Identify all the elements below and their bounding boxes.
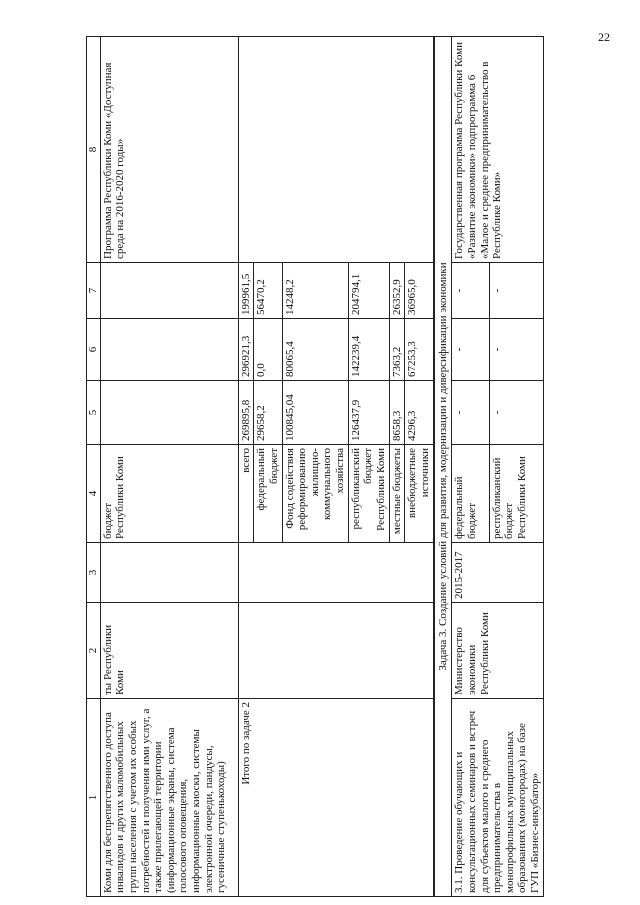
header-col-2: 2 — [87, 603, 101, 699]
value-cell: - — [452, 263, 489, 319]
total-value: 204794,1 — [348, 263, 389, 319]
total-source: всего — [238, 445, 254, 543]
rotated-table-sheet — [86, 37, 542, 897]
total-value: 0,0 — [254, 319, 282, 381]
total-value: 7363,2 — [389, 319, 405, 381]
total-source: республиканский бюджет Республики Коми — [348, 445, 389, 543]
funding-source: республиканский бюджет Республики Коми — [489, 445, 543, 543]
total-source: внебюджетные источники — [405, 445, 434, 543]
empty-cell — [238, 603, 433, 699]
header-col-7: 7 — [87, 263, 101, 319]
program-table — [86, 36, 544, 897]
total-value: 4296,3 — [405, 381, 434, 445]
header-col-1: 1 — [87, 699, 101, 897]
funding-source: федеральный бюджет — [452, 445, 489, 543]
total-value: 26352,9 — [389, 263, 405, 319]
total-value: 29658,2 — [254, 381, 282, 445]
total-source: Фонд содействия реформированию жилищно-коммунального хозяйства — [282, 445, 348, 543]
task-3-title: Задача 3. Создание условий для развития, модернизации и диверсификации экономики — [434, 37, 452, 897]
period-cell: 2015-2017 — [452, 543, 543, 603]
header-col-6: 6 — [87, 319, 101, 381]
header-col-3: 3 — [87, 543, 101, 603]
task-heading-row — [434, 37, 452, 897]
measure-description: 3.1. Проведение обучающих и консультационных семинаров и встреч для субъектов малого и среднего предпринимательства в монопрофильных муниципальных образованиях (моногородах) на базе ГУП «Бизнес-инкубатор» — [452, 699, 543, 897]
total-value: 142239,4 — [348, 319, 389, 381]
total-value: 14248,2 — [282, 263, 348, 319]
value-cell: - — [452, 381, 489, 445]
total-value: 36965,0 — [405, 263, 434, 319]
header-col-8: 8 — [87, 37, 101, 263]
total-value: 80065,4 — [282, 319, 348, 381]
total-label: Итого по задаче 2 — [238, 699, 433, 897]
value-cell: - — [489, 381, 543, 445]
value-cell: - — [452, 319, 489, 381]
responsible-executor: Министерство экономики Республики Коми — [452, 603, 543, 699]
total-source: федеральный бюджет — [254, 445, 282, 543]
measure-description: Коми для беспрепятственного доступа инвалидов и других маломобильных групп населения с учетом их особых потребностей и получения ими услуг, а также прилегающей территории (информационные экраны, система голосового оповещения, информационные киоски, системы электронной очереди, пандусы, гусеничные ступенькоходы) — [100, 699, 238, 897]
value-cell — [100, 381, 238, 445]
total-value: 126437,9 — [348, 381, 389, 445]
total-source: местные бюджеты — [389, 445, 405, 543]
program-reference: Программа Республики Коми «Доступная среда на 2016-2020 годы» — [100, 37, 238, 263]
program-reference: Государственная программа Республики Коми «Развитие экономики» подпрограмма 6 «Малое и среднее предпринимательство в Республике Коми» — [452, 37, 543, 263]
empty-cell — [238, 37, 433, 263]
header-row — [87, 37, 101, 897]
total-value: 8658,3 — [389, 381, 405, 445]
value-cell: - — [489, 263, 543, 319]
value-cell: - — [489, 319, 543, 381]
total-value: 67253,3 — [405, 319, 434, 381]
funding-source: бюджет Республики Коми — [100, 445, 238, 543]
total-value: 269895,8 — [238, 381, 254, 445]
total-value: 296921,3 — [238, 319, 254, 381]
total-row — [238, 37, 254, 897]
responsible-executor: ты Республики Коми — [100, 603, 238, 699]
total-value: 199961,5 — [238, 263, 254, 319]
value-cell — [100, 319, 238, 381]
empty-cell — [238, 543, 433, 603]
total-value: 100845,04 — [282, 381, 348, 445]
header-col-4: 4 — [87, 445, 101, 543]
period-cell — [100, 543, 238, 603]
total-value: 56470,2 — [254, 263, 282, 319]
table-row — [452, 37, 489, 897]
table-row — [100, 37, 238, 897]
value-cell — [100, 263, 238, 319]
header-col-5: 5 — [87, 381, 101, 445]
page-number: 22 — [598, 30, 610, 44]
